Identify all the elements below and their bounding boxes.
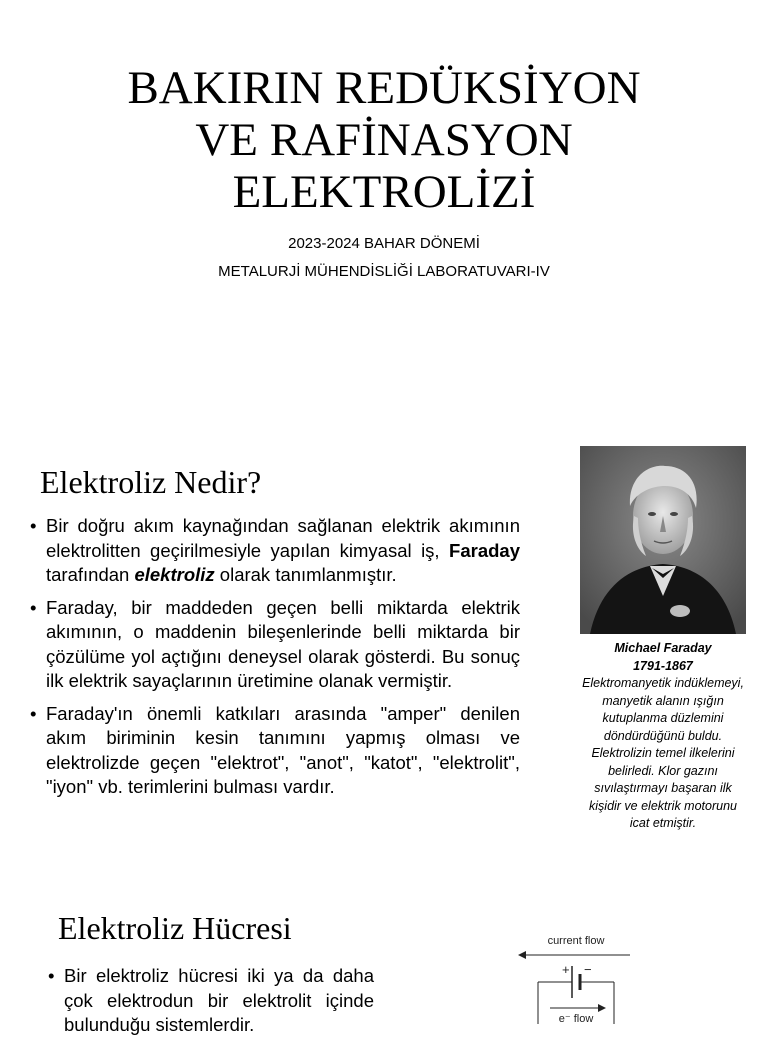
hucre-bullet-list [48,964,374,1046]
section-heading-hucre: Elektroliz Hücresi [58,910,292,946]
title-line-1: BAKIRIN REDÜKSİYON [127,62,641,114]
caption-name: Michael Faraday [614,641,712,655]
caption-description: Elektromanyetik indüklemeyi, manyetik alanın ışığın kutuplanma düzlemini döndürdüğünü buldu. Elektrolizin temel ilkelerini belirledi. Klor gazını sıvılaştırmayı başaran ilk kişidir ve elektrik motorunu icat etmiştir. [582,676,744,830]
section-heading-elektroliz: Elektroliz Nedir? [40,464,262,500]
bullet-item-experiment: • Faraday, bir maddeden geçen belli miktarda elektrik akımının, o maddenin bileşenlerinde belli miktarda bir çözülüme yol açtığını deneysel olarak gösterdi. Bu sonuç ilk elektrik sayaçlarının üretimine olanak vermiştir. [30,596,520,694]
bullet-item-definition [30,514,520,588]
portrait-caption [582,640,744,833]
arrow-right-icon [598,1004,606,1012]
minus-label: − [584,962,592,977]
electron-flow-label: e⁻ flow [558,1013,594,1024]
current-flow-label: current flow [547,935,605,947]
term-label: 2023-2024 BAHAR DÖNEMİ [288,235,480,252]
title-line-3: ELEKTROLİZİ [232,166,536,218]
bullet-text: olarak tanımlanmıştır. [214,564,397,585]
electrolysis-cell-diagram [510,930,640,1024]
slide-title [0,62,768,218]
bullet-text: tarafından [46,564,135,585]
faraday-bold: Faraday [449,539,520,561]
arrow-left-icon [518,951,526,959]
faraday-portrait [580,446,746,634]
title-line-2: VE RAFİNASYON [195,114,573,166]
course-label: METALURJİ MÜHENDİSLİĞİ LABORATUVARI-IV [218,263,550,280]
caption-years: 1791-1867 [633,658,693,673]
bullet-text: Bir doğru akım kaynağından sağlanan elektrik akımının elektrolitten geçirilmesiyle yapılan kimyasal iş, [46,515,520,561]
slide-subtitle [0,230,768,286]
bullet-item-contributions: • Faraday'ın önemli katkıları arasında "amper" denilen akım biriminin kesin tanımını yapmış olması ve elektrolizde geçen "elektrot", "anot", "katot", "elektrolit", "iyon" vb. terimlerini bulması vardır. [30,702,520,800]
elektroliz-bold-italic: elektroliz [134,564,215,585]
bullet-item-cell: • Bir elektroliz hücresi iki ya da daha çok elektrodun bir elektrolit içinde bulunduğu sistemlerdir. [48,964,374,1038]
elektroliz-bullet-list [30,514,520,808]
plus-label: + [562,962,570,977]
